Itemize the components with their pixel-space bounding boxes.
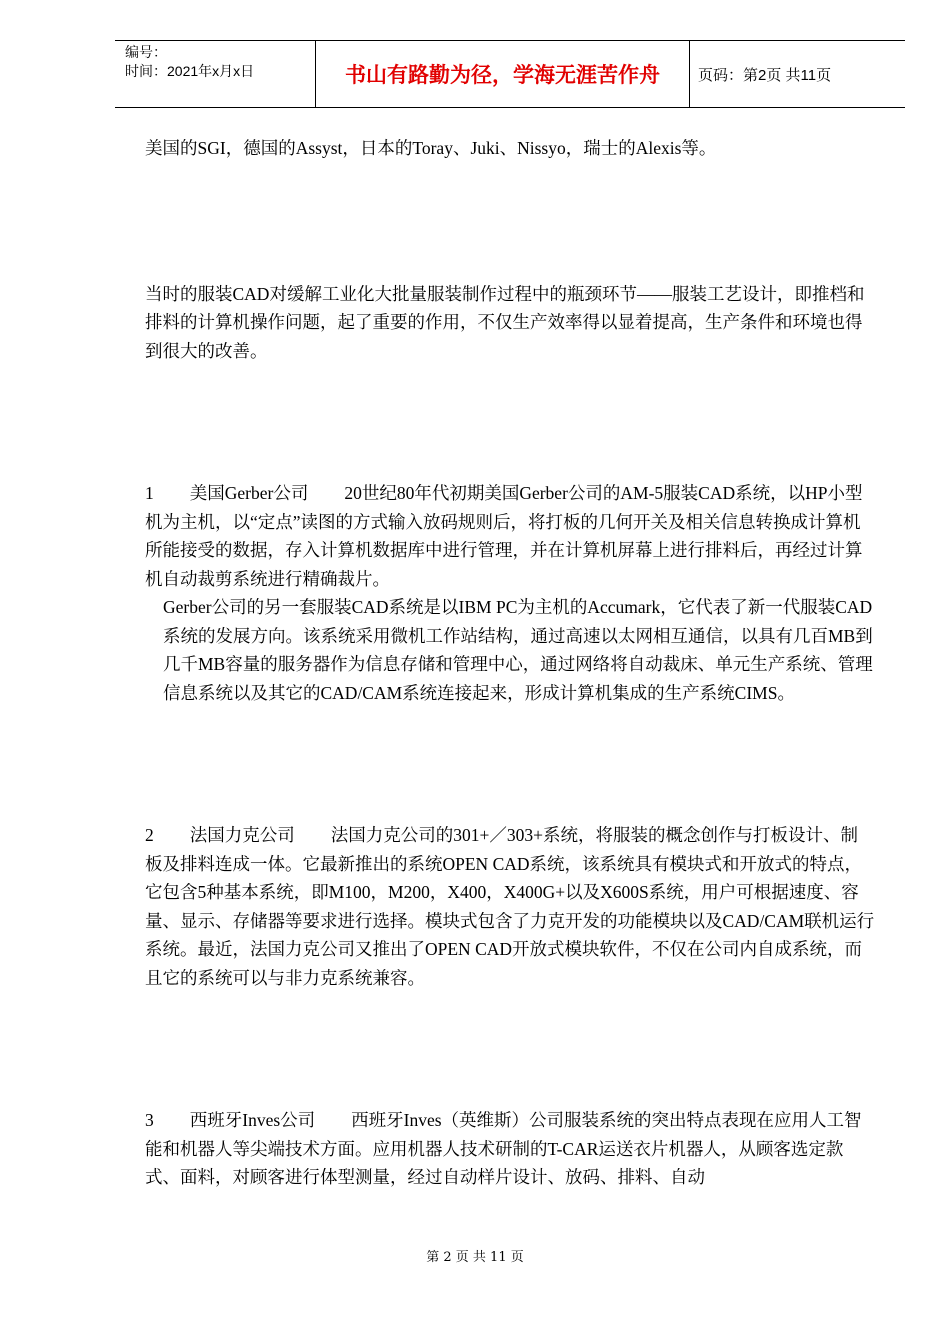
- spacer: [145, 707, 875, 821]
- section-number: 1: [145, 483, 154, 503]
- paragraph-companies: 美国的SGI，德国的Assyst，日本的Toray、Juki、Nissyo，瑞士的Alexis等。: [145, 138, 717, 158]
- number-label: 编号：: [125, 44, 167, 60]
- section-text: 法国力克公司的301+／303+系统，将服装的概念创作与打板设计、制板及排料连成一体。它最新推出的系统OPEN CAD系统，该系统具有模块式和开放式的特点，它包含5种基本系统，即M100，M200，X400，X400G+以及X600S系统，用户可根据速度、容量、显示、存储器等要求进行选择。模块式包含了力克开发的功能模块以及CAD/CAM联机运行系统。最近，法国力克公司又推出了OPEN CAD开放式模块软件，不仅在公司内自成系统，而且它的系统可以与非力克系统兼容。: [145, 825, 875, 988]
- section-title: 美国Gerber公司: [189, 483, 309, 503]
- section-number: 2: [145, 825, 154, 845]
- page-header: [115, 40, 905, 108]
- spacer: [145, 365, 875, 479]
- spacer: [145, 163, 875, 280]
- paragraph-cad-impact: 当时的服装CAD对缓解工业化大批量服装制作过程中的瓶颈环节——服装工艺设计，即推档和排料的计算机操作问题，起了重要的作用，不仅生产效率得以显着提高，生产条件和环境也得到很大的改善。: [145, 283, 865, 361]
- header-slogan: 书山有路勤为径，学海无涯苦作舟: [316, 41, 690, 107]
- section-title: 法国力克公司: [189, 825, 295, 845]
- section-lectra: [145, 821, 875, 992]
- section-number: 3: [145, 1110, 154, 1130]
- page-footer: 第 2 页 共 11 页: [426, 1250, 524, 1265]
- time-label: 时间：2021年x月x日: [125, 63, 255, 79]
- spacer: [145, 992, 875, 1106]
- header-meta: [115, 41, 316, 107]
- section-text: 20世纪80年代初期美国Gerber公司的AM-5服装CAD系统，以HP小型机为主机，以“定点”读图的方式输入放码规则后，将打板的几何开关及相关信息转换成计算机所能接受的数据，存入计算机数据库中进行管理，并在计算机屏幕上进行排料后，再经过计算机自动裁剪系统进行精确裁片。: [145, 483, 863, 589]
- section-title: 西班牙Inves公司: [189, 1110, 316, 1130]
- section-gerber: [145, 479, 875, 593]
- header-page-info: 页码：第2页 共11页: [698, 66, 832, 84]
- section-gerber-accumark: Gerber公司的另一套服装CAD系统是以IBM PC为主机的Accumark，它代表了新一代服装CAD系统的发展方向。该系统采用微机工作站结构，通过高速以太网相互通信，以具有几百MB到几千MB容量的服务器作为信息存储和管理中心，通过网络将自动裁床、单元生产系统、管理信息系统以及其它的CAD/CAM系统连接起来，形成计算机集成的生产系统CIMS。: [163, 597, 873, 703]
- section-text: 西班牙Inves（英维斯）公司服装系统的突出特点表现在应用人工智能和机器人等尖端技术方面。应用机器人技术研制的T-CAR运送衣片机器人，从顾客选定款式、面料，对顾客进行体型测量，经过自动样片设计、放码、排料、自动: [145, 1110, 862, 1187]
- document-body: [145, 134, 875, 1192]
- section-inves: [145, 1106, 875, 1192]
